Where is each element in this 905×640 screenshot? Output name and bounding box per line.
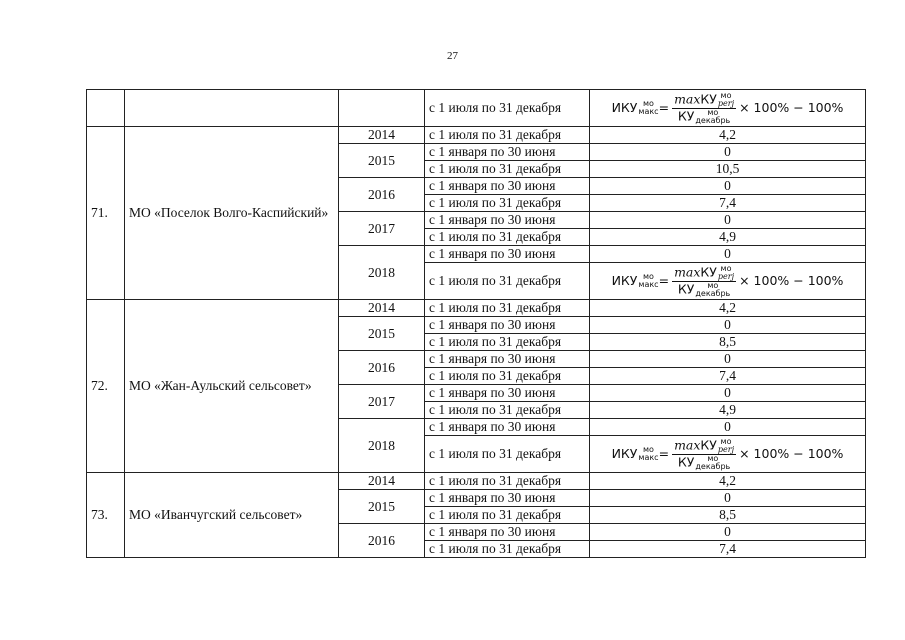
- value-cell: 4,2: [590, 127, 866, 144]
- value-cell: 0: [590, 178, 866, 195]
- formula-tail: × 100% − 100%: [739, 100, 844, 115]
- formula-denominator: [676, 109, 732, 125]
- formula-num-sup: мо: [720, 436, 732, 446]
- period-cell: с 1 июля по 31 декабря: [425, 436, 590, 473]
- formula-eq: =: [658, 273, 670, 288]
- formula-lhs-sub: макс: [638, 453, 659, 462]
- value-cell: 8,5: [590, 334, 866, 351]
- formula-num-scripts: [718, 92, 734, 108]
- year-cell: 2017: [339, 212, 425, 246]
- row-number-cell: [87, 90, 125, 127]
- value-cell: 4,9: [590, 402, 866, 419]
- table-row: [87, 300, 866, 317]
- formula-eq: =: [658, 100, 670, 115]
- formula-num-main: КУ: [700, 437, 717, 452]
- formula-den-scripts: [695, 455, 730, 471]
- municipality-cell: МО «Жан-Аульский сельсовет»: [125, 300, 339, 473]
- row-number-cell: 72.: [87, 300, 125, 473]
- year-cell: 2016: [339, 524, 425, 558]
- formula-num-main: КУ: [700, 91, 717, 106]
- year-cell: [339, 90, 425, 127]
- year-cell: 2018: [339, 419, 425, 473]
- formula-max: max: [674, 91, 701, 106]
- period-cell: с 1 января по 30 июня: [425, 246, 590, 263]
- year-cell: 2016: [339, 351, 425, 385]
- formula: [612, 265, 844, 298]
- period-cell: с 1 июля по 31 декабря: [425, 263, 590, 300]
- value-cell: 10,5: [590, 161, 866, 178]
- formula-den-sup: мо: [707, 107, 719, 117]
- municipality-cell: МО «Иванчугский сельсовет»: [125, 473, 339, 558]
- formula-num-scripts: [718, 438, 734, 454]
- formula-den-sup: мо: [707, 453, 719, 463]
- formula-numerator: [672, 265, 736, 282]
- value-cell: 4,2: [590, 473, 866, 490]
- formula-max: max: [674, 437, 701, 452]
- period-cell: с 1 января по 30 июня: [425, 490, 590, 507]
- formula-numerator: [672, 92, 736, 109]
- formula-lhs-sub: макс: [638, 280, 659, 289]
- municipality-cell: [125, 90, 339, 127]
- formula-fraction: [672, 265, 736, 298]
- year-cell: 2018: [339, 246, 425, 300]
- formula-lhs-sup: мо: [643, 99, 654, 108]
- value-cell: 0: [590, 351, 866, 368]
- formula-lhs-scripts: [638, 273, 658, 289]
- value-cell: 4,9: [590, 229, 866, 246]
- formula-lhs-sup: мо: [643, 272, 654, 281]
- period-cell: с 1 июля по 31 декабря: [425, 90, 590, 127]
- period-cell: с 1 января по 30 июня: [425, 385, 590, 402]
- formula-den-scripts: [695, 109, 730, 125]
- formula-num-scripts: [718, 265, 734, 281]
- formula-den-scripts: [695, 282, 730, 298]
- period-cell: с 1 июля по 31 декабря: [425, 541, 590, 558]
- period-cell: с 1 января по 30 июня: [425, 178, 590, 195]
- formula-lhs-scripts: [638, 100, 658, 116]
- formula-den-main: КУ: [677, 281, 695, 296]
- formula-numerator: [672, 438, 736, 455]
- formula-max: max: [674, 264, 701, 279]
- formula-den-main: КУ: [677, 454, 695, 469]
- formula-fraction: [672, 438, 736, 471]
- row-number-cell: 73.: [87, 473, 125, 558]
- period-cell: с 1 июля по 31 декабря: [425, 195, 590, 212]
- value-cell: 0: [590, 490, 866, 507]
- year-cell: 2014: [339, 473, 425, 490]
- formula-lhs: ИКУ: [611, 446, 638, 461]
- period-cell: с 1 января по 30 июня: [425, 317, 590, 334]
- period-cell: с 1 июля по 31 декабря: [425, 402, 590, 419]
- formula-denominator: [676, 455, 732, 471]
- period-cell: с 1 июля по 31 декабря: [425, 334, 590, 351]
- formula-cell: [590, 90, 866, 127]
- formula-num-sub: perj: [717, 98, 735, 108]
- period-cell: с 1 января по 30 июня: [425, 144, 590, 161]
- formula-den-main: КУ: [677, 108, 695, 123]
- value-cell: 8,5: [590, 507, 866, 524]
- table-row: [87, 473, 866, 490]
- value-cell: 0: [590, 385, 866, 402]
- municipality-cell: МО «Поселок Волго-Каспийский»: [125, 127, 339, 300]
- formula-denominator: [676, 282, 732, 298]
- formula-num-sub: perj: [717, 444, 735, 454]
- period-cell: с 1 июля по 31 декабря: [425, 368, 590, 385]
- tariff-table: [86, 89, 866, 558]
- formula-den-sub: декабрь: [695, 461, 731, 471]
- period-cell: с 1 июля по 31 декабря: [425, 127, 590, 144]
- period-cell: с 1 июля по 31 декабря: [425, 161, 590, 178]
- value-cell: 4,2: [590, 300, 866, 317]
- formula-fraction: [672, 92, 736, 125]
- formula-den-sup: мо: [707, 280, 719, 290]
- formula-tail: × 100% − 100%: [739, 273, 844, 288]
- value-cell: 0: [590, 144, 866, 161]
- period-cell: с 1 июля по 31 декабря: [425, 507, 590, 524]
- table-row: [87, 127, 866, 144]
- value-cell: 0: [590, 246, 866, 263]
- formula-num-main: КУ: [700, 264, 717, 279]
- formula-lhs: ИКУ: [611, 100, 638, 115]
- year-cell: 2014: [339, 127, 425, 144]
- period-cell: с 1 июля по 31 декабря: [425, 300, 590, 317]
- formula-num-sup: мо: [720, 263, 732, 273]
- formula-cell: [590, 263, 866, 300]
- formula-lhs-scripts: [638, 446, 658, 462]
- page-number: 27: [447, 50, 458, 62]
- value-cell: 7,4: [590, 368, 866, 385]
- period-cell: с 1 июля по 31 декабря: [425, 473, 590, 490]
- year-cell: 2015: [339, 490, 425, 524]
- value-cell: 7,4: [590, 195, 866, 212]
- value-cell: 0: [590, 524, 866, 541]
- value-cell: 0: [590, 212, 866, 229]
- year-cell: 2016: [339, 178, 425, 212]
- period-cell: с 1 января по 30 июня: [425, 351, 590, 368]
- row-number-cell: 71.: [87, 127, 125, 300]
- period-cell: с 1 января по 30 июня: [425, 212, 590, 229]
- table-row: [87, 90, 866, 127]
- value-cell: 0: [590, 419, 866, 436]
- formula-lhs-sub: макс: [638, 107, 659, 116]
- formula-lhs: ИКУ: [611, 273, 638, 288]
- formula-lhs-sup: мо: [643, 445, 654, 454]
- value-cell: 0: [590, 317, 866, 334]
- year-cell: 2015: [339, 317, 425, 351]
- year-cell: 2014: [339, 300, 425, 317]
- formula-tail: × 100% − 100%: [739, 446, 844, 461]
- formula-den-sub: декабрь: [695, 288, 731, 298]
- formula-num-sub: perj: [717, 271, 735, 281]
- year-cell: 2015: [339, 144, 425, 178]
- formula-eq: =: [658, 446, 670, 461]
- value-cell: 7,4: [590, 541, 866, 558]
- year-cell: 2017: [339, 385, 425, 419]
- formula-cell: [590, 436, 866, 473]
- period-cell: с 1 января по 30 июня: [425, 419, 590, 436]
- period-cell: с 1 июля по 31 декабря: [425, 229, 590, 246]
- formula-den-sub: декабрь: [695, 115, 731, 125]
- formula: [612, 92, 844, 125]
- formula-num-sup: мо: [720, 90, 732, 100]
- period-cell: с 1 января по 30 июня: [425, 524, 590, 541]
- formula: [612, 438, 844, 471]
